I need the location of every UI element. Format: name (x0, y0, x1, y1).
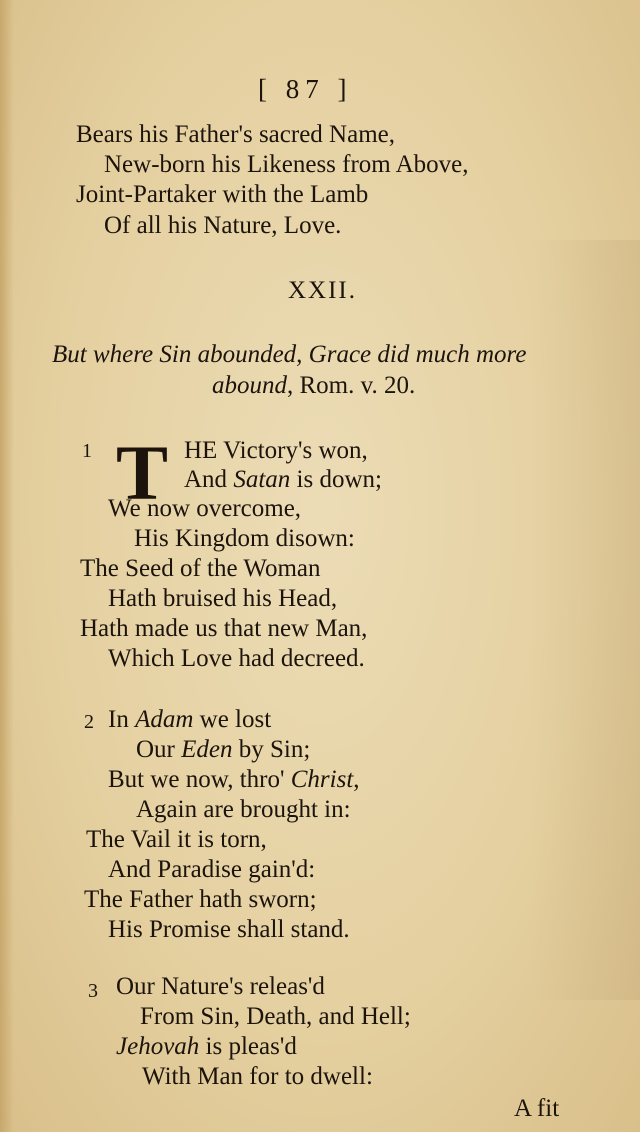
verse-line (184, 465, 382, 495)
verse-line: The Seed of the Woman (80, 555, 321, 582)
italic-name: Adam (135, 706, 194, 733)
verse-line: His Promise shall stand. (108, 916, 350, 943)
verse-text: In (108, 706, 136, 733)
verse-text: , (353, 766, 360, 793)
verse-line: The Father hath sworn; (84, 886, 317, 913)
verse-line: The Vail it is torn, (86, 826, 267, 853)
verse-text: by Sin; (232, 736, 311, 763)
italic-name: Satan (233, 466, 291, 493)
verse-text: But we now, thro' (108, 766, 291, 793)
verse-line: We now overcome, (108, 495, 302, 522)
epigraph-line: But where Sin abounded, Grace did much more (52, 341, 527, 368)
verse-line: His Kingdom disown: (134, 525, 355, 552)
verse-text: we lost (193, 706, 272, 733)
verse-line (116, 1032, 297, 1062)
epigraph-italic-word: abound (212, 372, 287, 399)
verse-text: Our (136, 736, 182, 763)
page-edge-shadow (0, 0, 14, 1132)
italic-name: Christ (290, 766, 354, 793)
verse-line: From Sin, Death, and Hell; (140, 1003, 411, 1030)
verse-line (108, 705, 271, 735)
verse-line (136, 735, 310, 765)
show-through-shadow (530, 240, 640, 1000)
verse-line (108, 765, 360, 795)
verse-line: Again are brought in: (136, 796, 351, 823)
italic-name: Eden (181, 736, 233, 763)
verse-line: Hath bruised his Head, (108, 585, 338, 612)
verse-line: Our Nature's releas'd (116, 973, 325, 1000)
epigraph-reference (212, 371, 415, 401)
catchword: A fit (514, 1095, 560, 1122)
verse-line: And Paradise gain'd: (108, 856, 316, 883)
verse-line: HE Victory's won, (184, 437, 368, 464)
verse-text: is down; (290, 466, 382, 493)
page-number-header: [ 87 ] (258, 74, 353, 104)
verse-line: With Man for to dwell: (142, 1063, 373, 1090)
verse-line: Bears his Father's sacred Name, (76, 121, 395, 148)
verse-line: Which Love had decreed. (108, 645, 365, 672)
italic-name: Jehovah (116, 1033, 200, 1060)
epigraph-citation: , Rom. v. 20. (287, 372, 416, 399)
hymn-number: XXII. (288, 277, 358, 304)
verse-text: And (184, 466, 234, 493)
verse-text: is pleas'd (199, 1033, 297, 1060)
verse-line: Hath made us that new Man, (80, 615, 368, 642)
stanza-number: 1 (82, 440, 92, 462)
stanza-number: 3 (88, 980, 98, 1002)
verse-line: Of all his Nature, Love. (104, 212, 342, 239)
verse-line: Joint-Partaker with the Lamb (76, 181, 369, 208)
drop-cap: T (116, 429, 169, 516)
verse-line: New-born his Likeness from Above, (104, 151, 469, 178)
stanza-number: 2 (84, 711, 94, 733)
